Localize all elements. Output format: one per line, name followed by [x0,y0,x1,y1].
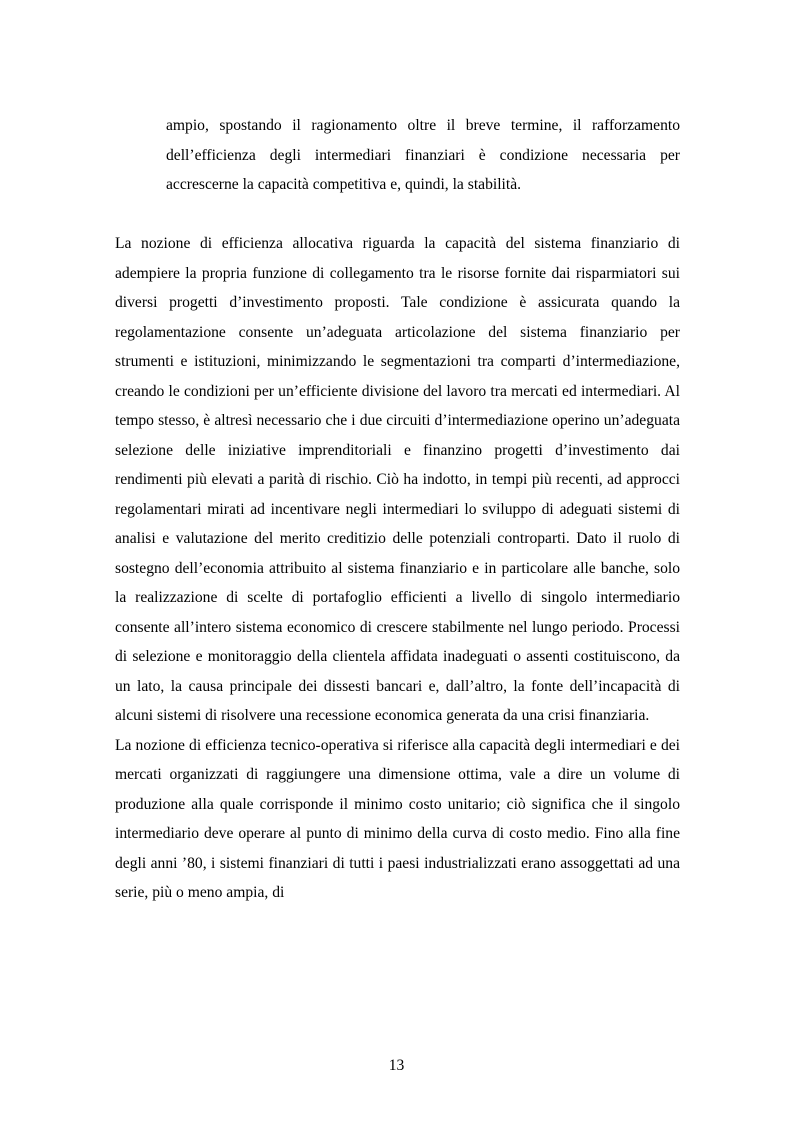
body-text [115,229,680,908]
page-number: 13 [388,1057,405,1074]
quote-text: ampio, spostando il ragionamento oltre il breve termine, il rafforzamento dell’efficienza degli intermediari finanziari è condizione necessaria per accrescerne la capacità competitiva e, quindi, la stabilità. [166,117,680,193]
paragraph-technical-efficiency: La nozione di efficienza tecnico-operativa si riferisce alla capacità degli intermediari e dei mercati organizzati di raggiungere una dimensione ottima, vale a dire un volume di produzione alla quale corrisponde il minimo costo unitario; ciò significa che il singolo intermediario deve operare al punto di minimo della curva di costo medio. Fino alla fine degli anni ’80, i sistemi finanziari di tutti i paesi industrializzati erano assoggettati ad una serie, più o meno ampia, di [115,736,680,901]
indented-quote [166,111,680,200]
paragraph-allocative-efficiency: La nozione di efficienza allocativa riguarda la capacità del sistema finanziario di adempiere la propria funzione di collegamento tra le risorse fornite dai risparmiatori sui diversi progetti d’investimento proposti. Tale condizione è assicurata quando la regolamentazione consente un’adeguata articolazione del sistema finanziario per strumenti e istituzioni, minimizzando le segmentazioni tra comparti d’intermediazione, creando le condizioni per un’efficiente divisione del lavoro tra mercati ed intermediari. Al tempo stesso, è altresì necessario che i due circuiti d’intermediazione operino un’adeguata selezione delle iniziative imprenditoriali e finanzino progetti d’investimento dai rendimenti più elevati a parità di rischio. Ciò ha indotto, in tempi più recenti, ad approcci regolamentari mirati ad incentivare negli intermediari lo sviluppo di adeguati sistemi di analisi e valutazione del merito creditizio delle potenziali controparti. Dato il ruolo di sostegno dell’economia attribuito al sistema finanziario e in particolare alle banche, solo la realizzazione di scelte di portafoglio efficienti a livello di singolo intermediario consente all’intero sistema economico di crescere stabilmente nel lungo periodo. Processi di selezione e monitoraggio della clientela affidata inadeguati o assenti costituiscono, da un lato, la causa principale dei dissesti bancari e, dall’altro, la fonte dell’incapacità di alcuni sistemi di risolvere una recessione economica generata da una crisi finanziaria. [115,235,680,724]
